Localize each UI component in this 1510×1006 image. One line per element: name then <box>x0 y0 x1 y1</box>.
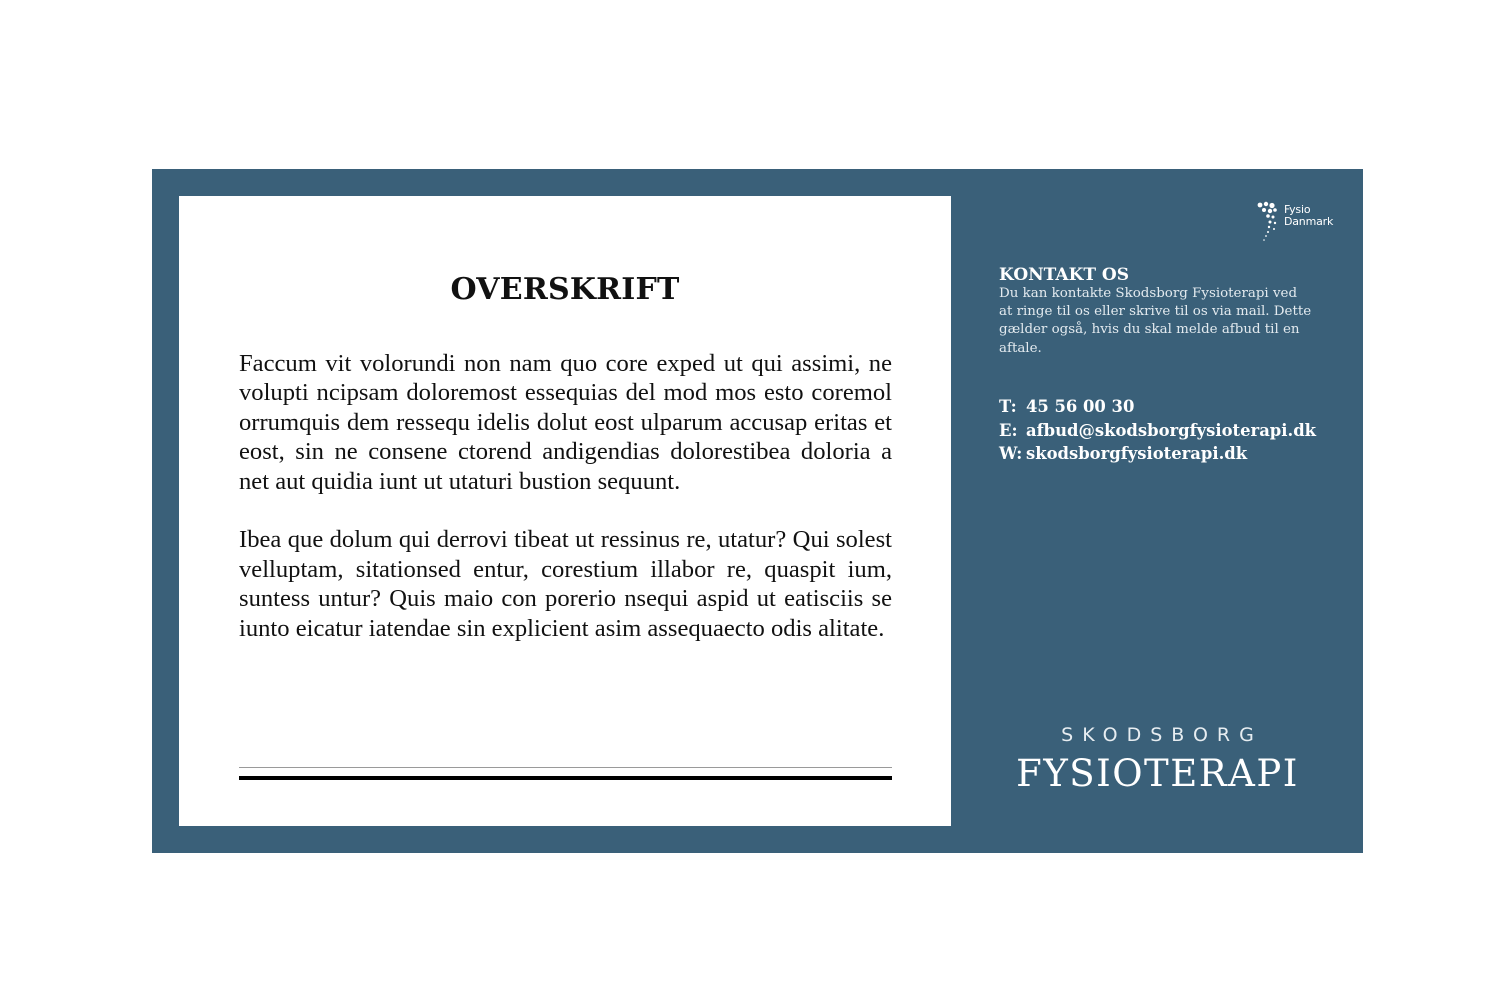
divider-thin <box>239 767 892 768</box>
web-label: W: <box>999 444 1023 463</box>
logo-text-line2: Danmark <box>1284 215 1334 228</box>
fysio-danmark-logo-icon <box>1256 199 1286 243</box>
contact-details <box>999 395 1316 466</box>
divider-thick <box>239 776 892 780</box>
body-paragraph-2: Ibea que dolum qui derrovi tibeat ut ressinus re, utatur? Qui solest velluptam, sitationsed entur, corestium illabor re, quaspit ium, suntess untur? Quis maio con porerio nsequi aspid ut eatisciis se iunto eicatur iatendae sin explicient asim assequaecto odis alitate. <box>239 526 892 642</box>
contact-phone <box>999 395 1316 419</box>
brand-name-large: FYSIOTERAPI <box>1016 752 1299 795</box>
panel-body <box>239 349 892 672</box>
contact-heading: KONTAKT OS <box>999 265 1130 285</box>
info-card <box>152 169 1363 853</box>
phone-label: T: <box>999 397 1017 416</box>
email-link[interactable]: afbud@skodsborgfysioterapi.dk <box>1026 420 1317 440</box>
contact-section <box>999 265 1319 358</box>
content-panel <box>179 196 951 826</box>
contact-description: Du kan kontakte Skodsborg Fysioterapi ved at ringe til os eller skrive til os via mail. Dette gælder også, hvis du skal melde afbud til en aftale. <box>999 286 1312 356</box>
logo-text-line1: Fysio <box>1284 203 1311 216</box>
panel-heading: OVERSKRIFT <box>450 272 680 307</box>
fysio-danmark-logo <box>1256 199 1336 243</box>
contact-web <box>999 442 1316 466</box>
body-paragraph-1: Faccum vit volorundi non nam quo core exped ut qui assimi, ne volupti ncipsam doloremost essequias del mod mos esto coremol orrumquis dem ressequ idelis dolut eost ulparum accusap eritas et eost, sin ne consene ctorend andigendias dolorestibea doloria a net aut quidia iunt ut utaturi bustion sequunt. <box>239 350 892 495</box>
phone-value[interactable]: 45 56 00 30 <box>1026 397 1135 416</box>
web-link[interactable]: skodsborgfysioterapi.dk <box>1026 444 1248 463</box>
contact-email <box>999 419 1316 443</box>
email-label: E: <box>999 420 1018 440</box>
brand-name-small: SKODSBORG <box>1061 724 1263 746</box>
